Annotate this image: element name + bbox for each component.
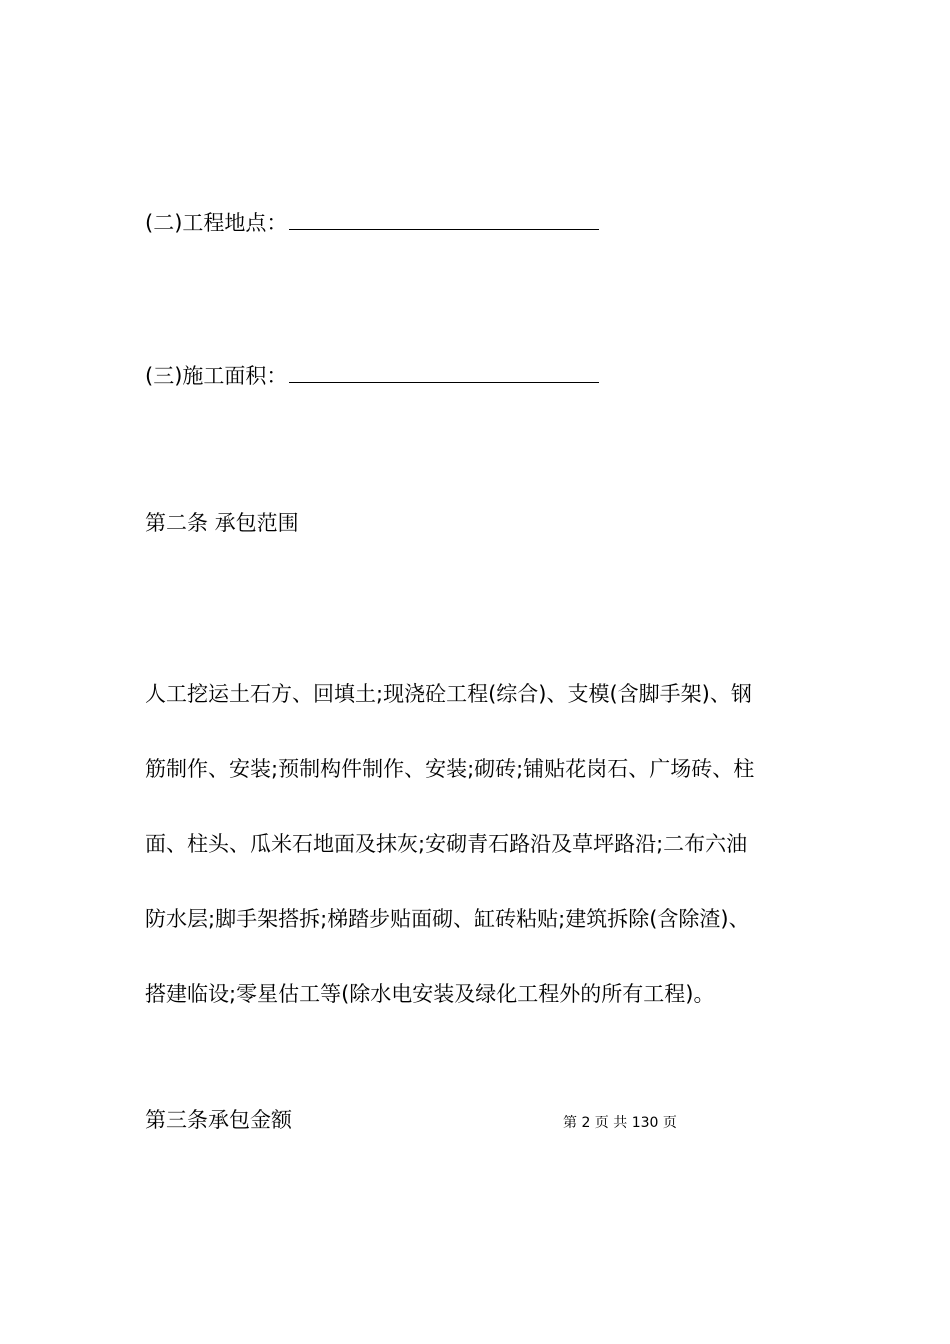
project-location-field (145, 208, 599, 238)
article-two-heading: 第二条 承包范围 (145, 511, 299, 535)
construction-area-blank[interactable] (289, 362, 599, 383)
article-two-line: 防水层;脚手架搭拆;梯踏步贴面砌、缸砖粘贴;建筑拆除(含除渣)、 (145, 907, 750, 931)
article-two-line: 搭建临设;零星估工等(除水电安装及绿化工程外的所有工程)。 (145, 982, 715, 1006)
project-location-blank[interactable] (289, 209, 599, 230)
article-two-line: 面、柱头、瓜米石地面及抹灰;安砌青石路沿及草坪路沿;二布六油 (145, 832, 748, 856)
article-two-line: 筋制作、安装;预制构件制作、安装;砌砖;铺贴花岗石、广场砖、柱 (145, 757, 755, 781)
construction-area-label: (三)施工面积： (145, 364, 288, 388)
article-two-body (145, 657, 810, 1032)
project-location-label: (二)工程地点： (145, 211, 288, 235)
page-number: 第 2 页 共 130 页 (563, 1115, 677, 1131)
article-three-heading: 第三条承包金额 (145, 1108, 292, 1132)
article-two-line: 人工挖运土石方、回填土;现浇砼工程(综合)、支模(含脚手架)、钢 (145, 682, 752, 706)
construction-area-field (145, 361, 599, 391)
